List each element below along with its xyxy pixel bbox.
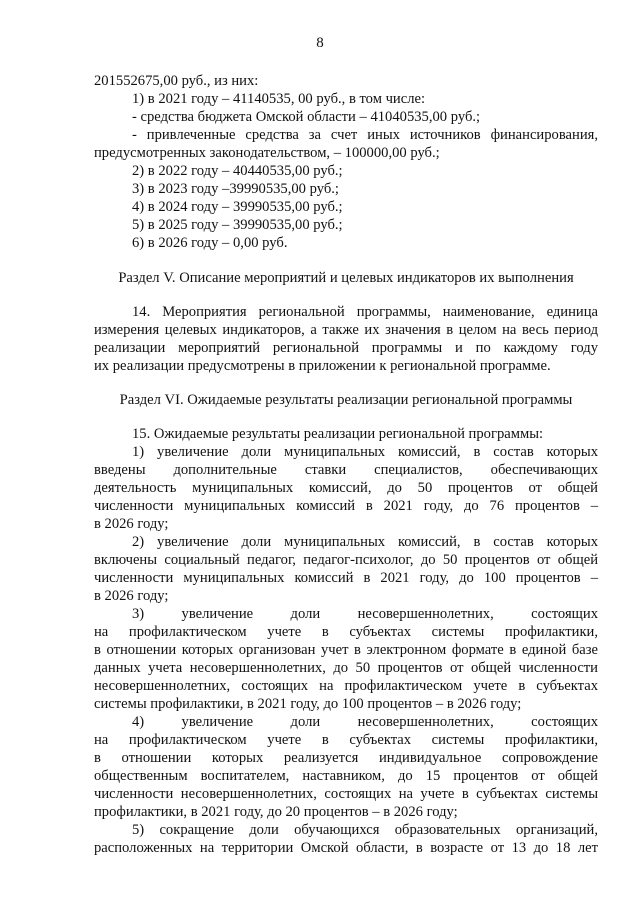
list-item-line: несовершеннолетних, состоящих на профилактическом учете в субъектах xyxy=(94,678,598,694)
list-item-line: на профилактическом учете в субъектах системы профилактики, xyxy=(94,732,598,748)
document-body xyxy=(94,72,598,857)
list-item-line: включены социальный педагог, педагог-психолог, до 50 процентов от общей xyxy=(94,552,598,568)
finance-line: 4) в 2024 году – 39990535,00 руб.; xyxy=(132,199,343,215)
list-item-line: 5) сокращение доли обучающихся образовательных организаций, xyxy=(132,822,598,838)
list-item-line: в 2026 году; xyxy=(94,588,169,604)
finance-line: предусмотренных законодательством, – 100000,00 руб.; xyxy=(94,145,440,161)
paragraph-line: их реализации предусмотрены в приложении к региональной программе. xyxy=(94,358,551,374)
list-item-line: деятельность муниципальных комиссий, до 50 процентов от общей xyxy=(94,480,598,496)
list-item-line: в отношении которых реализуется индивидуальное сопровождение xyxy=(94,750,598,766)
list-item-line: 1) увеличение доли муниципальных комиссий, в состав которых xyxy=(132,444,598,460)
list-item-line: общественным воспитателем, наставником, до 15 процентов от общей xyxy=(94,768,598,784)
paragraph-line: измерения целевых индикаторов, а также их значения в целом на весь период xyxy=(94,322,598,338)
list-item-line: численности муниципальных комиссий в 2021 году, до 76 процентов – xyxy=(94,498,598,514)
finance-line: 2) в 2022 году – 40440535,00 руб.; xyxy=(132,163,343,179)
list-item-line: 3) увеличение доли несовершеннолетних, состоящих xyxy=(132,606,598,622)
list-item-line: системы профилактики, в 2021 году, до 100 процентов – в 2026 году; xyxy=(94,696,522,712)
finance-line: - средства бюджета Омской области – 41040535,00 руб.; xyxy=(132,109,481,125)
page-number: 8 xyxy=(316,35,324,51)
section-6-heading: Раздел VI. Ожидаемые результаты реализации региональной программы xyxy=(119,392,573,408)
list-item-line: данных учета несовершеннолетних, до 50 процентов от общей численности xyxy=(94,660,598,676)
list-item-line: в отношении которых организован учет в электронном формате в единой базе xyxy=(94,642,598,658)
list-item-line: в 2026 году; xyxy=(94,516,169,532)
finance-line: 1) в 2021 году – 41140535, 00 руб., в том числе: xyxy=(132,91,426,107)
paragraph-line: 14. Мероприятия региональной программы, наименование, единица xyxy=(132,304,598,320)
finance-line: 6) в 2026 году – 0,00 руб. xyxy=(132,235,288,251)
finance-line: 201552675,00 руб., из них: xyxy=(94,73,259,89)
list-item-line: на профилактическом учете в субъектах системы профилактики, xyxy=(94,624,598,640)
list-item-line: 2) увеличение доли муниципальных комиссий, в состав которых xyxy=(132,534,598,550)
list-item-line: введены дополнительные ставки специалистов, обеспечивающих xyxy=(94,462,598,478)
list-item-line: расположенных на территории Омской области, в возрасте от 13 до 18 лет xyxy=(94,840,598,856)
finance-line: 3) в 2023 году –39990535,00 руб.; xyxy=(132,181,339,197)
list-item-line: профилактики, в 2021 году, до 20 процентов – в 2026 году; xyxy=(94,804,458,820)
paragraph-line: 15. Ожидаемые результаты реализации региональной программы: xyxy=(132,426,544,442)
finance-line: - привлеченные средства за счет иных источников финансирования, xyxy=(132,127,598,143)
finance-line: 5) в 2025 году – 39990535,00 руб.; xyxy=(132,217,343,233)
paragraph-line: реализации мероприятий региональной программы и по каждому году xyxy=(94,340,598,356)
list-item-line: численности несовершеннолетних, состоящих на учете в субъектах системы xyxy=(94,786,598,802)
list-item-line: численности муниципальных комиссий в 2021 году, до 100 процентов – xyxy=(94,570,598,586)
section-5-heading: Раздел V. Описание мероприятий и целевых индикаторов их выполнения xyxy=(118,270,574,286)
list-item-line: 4) увеличение доли несовершеннолетних, состоящих xyxy=(132,714,598,730)
